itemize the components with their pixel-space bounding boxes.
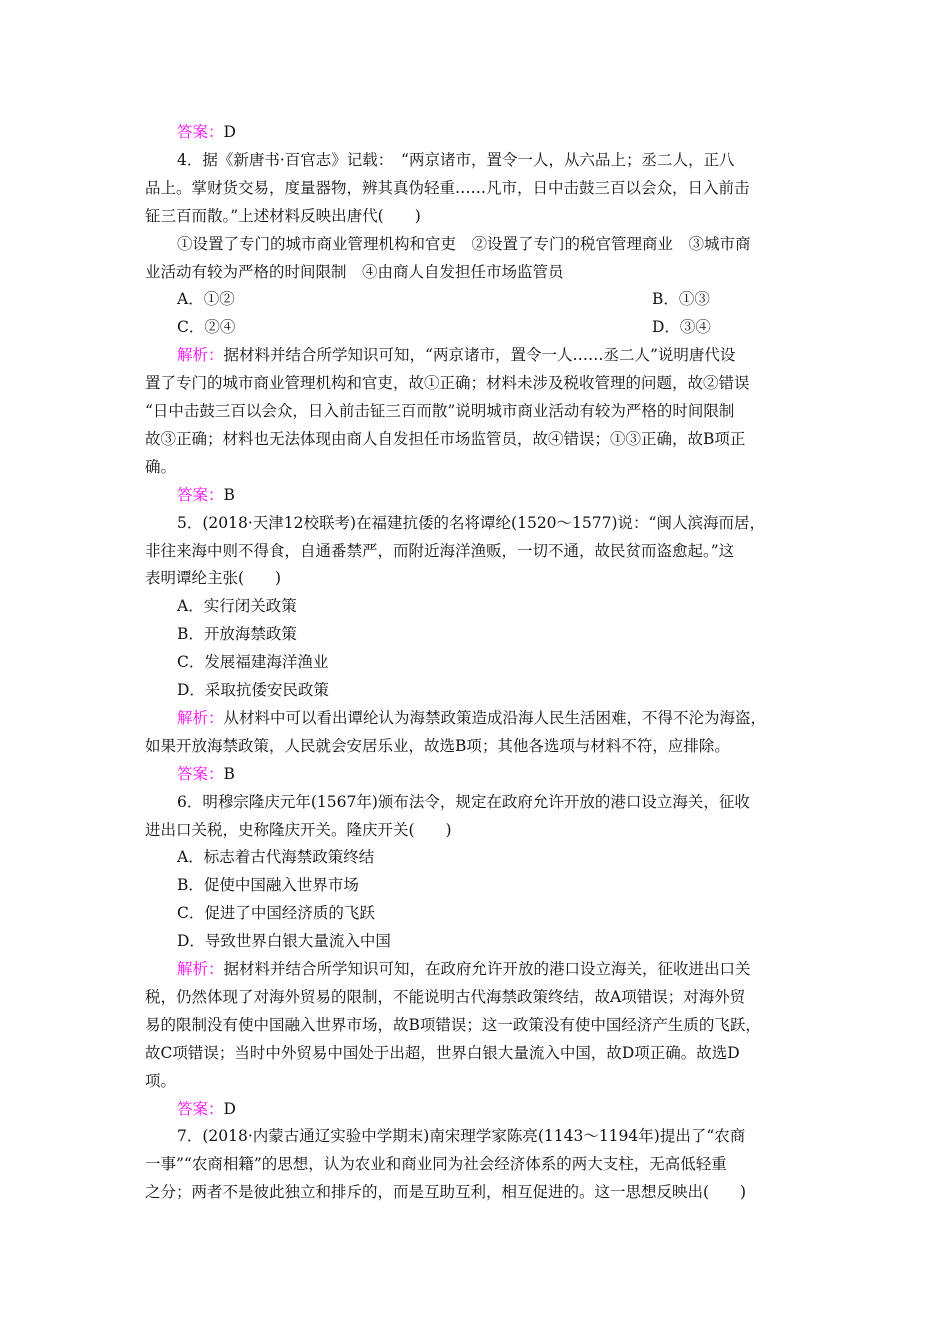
statement-line: 业活动有较为严格的时间限制 ④由商人自发担任市场监管员 [145, 262, 564, 281]
answer-line [177, 485, 235, 505]
analysis-text: 据材料并结合所学知识可知，在政府允许开放的港口设立海关，征收进出口关 [223, 960, 751, 978]
answer-value: B [223, 764, 235, 783]
answer-value: D [223, 1099, 236, 1118]
question-line: 5．(2018·天津12校联考)在福建抗倭的名将谭纶(1520～1577)说：“闽人滨海而居， [177, 513, 765, 532]
question-line: 6．明穆宗隆庆元年(1567年)颁布法令，规定在政府允许开放的港口设立海关，征收 [177, 792, 750, 811]
analysis-line: 确。 [145, 457, 177, 476]
option-line: A．标志着古代海禁政策终结 [177, 848, 375, 867]
answer-value: B [223, 485, 235, 504]
question-line: 之分；两者不是彼此独立和排斥的，而是互助互利，相互促进的。这一思想反映出( ) [145, 1183, 747, 1202]
analysis-text: 据材料并结合所学知识可知，“两京诸市，置令一人……丞二人”说明唐代设 [223, 346, 736, 365]
question-line: 表明谭纶主张( ) [145, 569, 282, 588]
question-line: 一事”“农商相籍”的思想，认为农业和商业同为社会经济体系的两大支柱，无高低轻重 [145, 1155, 727, 1174]
option-line: D．导致世界白银大量流入中国 [177, 932, 391, 951]
analysis-line [177, 959, 751, 979]
option-line: C．促进了中国经济质的飞跃 [177, 904, 375, 923]
answer-label: 答案： [177, 485, 224, 504]
analysis-line: 置了专门的城市商业管理机构和官吏，故①正确；材料未涉及税收管理的问题，故②错误 [145, 374, 750, 393]
analysis-line: “日中击鼓三百以会众，日入前击钲三百而散”说明城市商业活动有较为严格的时间限制 [145, 402, 735, 420]
analysis-line [177, 345, 735, 365]
option-left: A．①② [177, 290, 235, 309]
analysis-label: 解析： [177, 708, 224, 727]
question-line: 钲三百而散。”上述材料反映出唐代( ) [145, 206, 421, 225]
option-line: B．促使中国融入世界市场 [177, 876, 359, 895]
answer-label: 答案： [177, 123, 224, 141]
answer-line [177, 1099, 236, 1119]
option-row [177, 289, 710, 309]
analysis-label: 解析： [177, 960, 224, 978]
question-line: 7．(2018·内蒙古通辽实验中学期末)南宋理学家陈亮(1143～1194年)提出了“农商 [177, 1127, 746, 1146]
option-line: A．实行闭关政策 [177, 597, 297, 616]
analysis-line: 故C项错误；当时中外贸易中国处于出超，世界白银大量流入中国，故D项正确。故选D [145, 1043, 740, 1062]
analysis-line: 易的限制没有使中国融入世界市场，故B项错误；这一政策没有使中国经济产生质的飞跃， [145, 1015, 761, 1034]
question-line: 品上。掌财货交易，度量器物，辨其真伪轻重……凡市，日中击鼓三百以会众，日入前击 [145, 178, 750, 197]
option-row [177, 317, 711, 337]
question-line: 非往来海中则不得食，自通番禁严，而附近海洋渔贩，一切不通，故民贫而盗愈起。”这 [145, 541, 735, 560]
answer-line [177, 122, 236, 142]
answer-value: D [223, 123, 236, 141]
analysis-line [177, 708, 766, 728]
option-line: C．发展福建海洋渔业 [177, 653, 329, 672]
option-left: C．②④ [177, 318, 236, 337]
option-right: D．③④ [652, 318, 711, 337]
answer-label: 答案： [177, 1099, 224, 1118]
analysis-text: 从材料中可以看出谭纶认为海禁政策造成沿海人民生活困难，不得不沦为海盗， [223, 708, 767, 727]
option-line: D．采取抗倭安民政策 [177, 681, 329, 699]
analysis-line: 如果开放海禁政策，人民就会安居乐业，故选B项；其他各选项与材料不符，应排除。 [145, 736, 730, 755]
question-line: 进出口关税，史称隆庆开关。隆庆开关( ) [145, 820, 452, 839]
option-right: B．①③ [652, 290, 710, 309]
analysis-line: 故③正确；材料也无法体现由商人自发担任市场监管员，故④错误；①③正确，故B项正 [145, 429, 746, 448]
analysis-line: 项。 [145, 1071, 177, 1090]
analysis-label: 解析： [177, 346, 224, 365]
answer-label: 答案： [177, 764, 224, 783]
statement-line: ①设置了专门的城市商业管理机构和官吏 ②设置了专门的税官管理商业 ③城市商 [177, 234, 751, 253]
option-line: B．开放海禁政策 [177, 625, 297, 644]
question-line: 4．据《新唐书·百官志》记载： “两京诸市，置令一人，从六品上；丞二人，正八 [177, 150, 735, 169]
analysis-line: 税，仍然体现了对海外贸易的限制，不能说明古代海禁政策终结，故A项错误；对海外贸 [145, 987, 746, 1006]
answer-line [177, 764, 235, 784]
